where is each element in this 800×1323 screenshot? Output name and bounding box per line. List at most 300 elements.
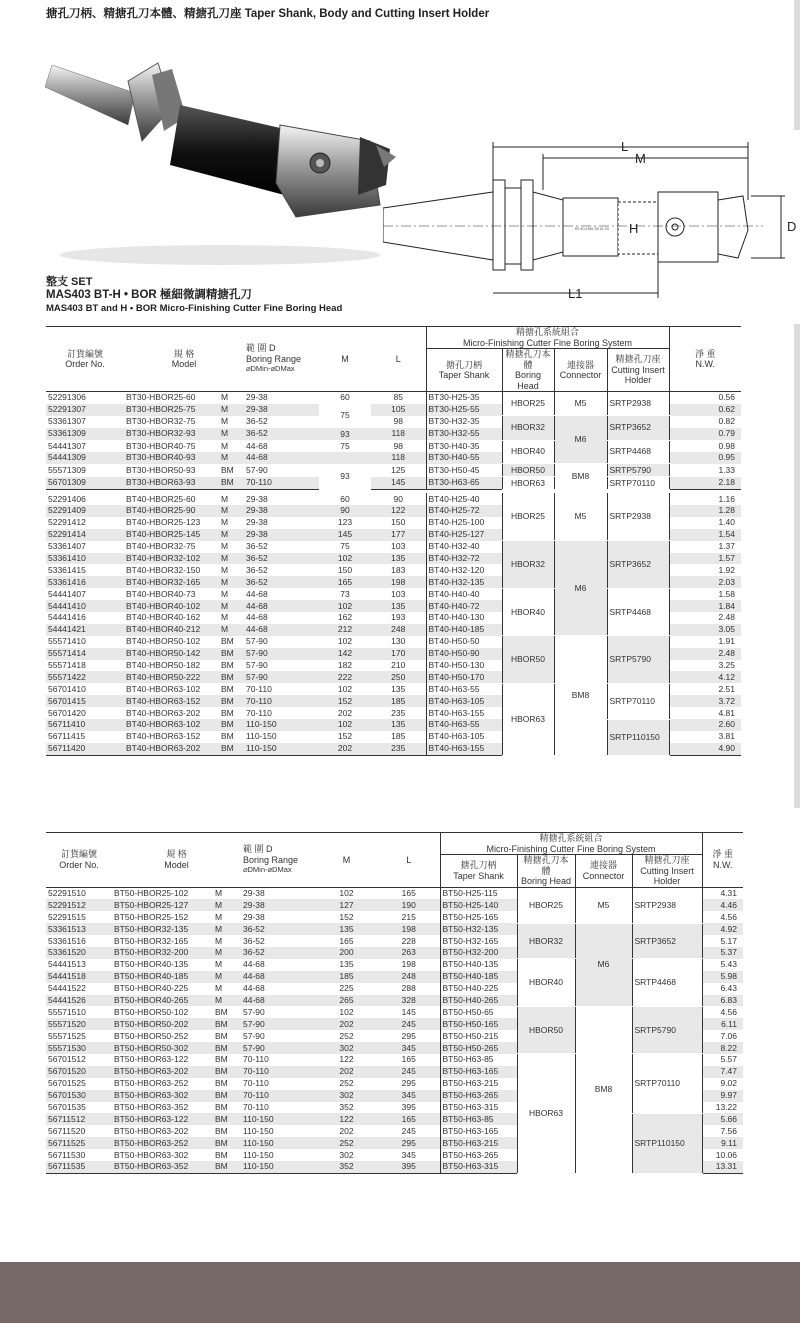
order-no: 53361416: [46, 576, 124, 588]
boring-range: 44-68: [246, 612, 268, 623]
taper-shank: BT50-H32-165: [440, 935, 517, 947]
taper-shank: BT50-H32-135: [440, 923, 517, 935]
m-value: 135: [315, 923, 378, 935]
boring-range: 57-90: [243, 1030, 265, 1041]
model-type: M: [213, 947, 241, 959]
insert-holder: SRTP4468: [632, 959, 702, 1007]
net-weight: 2.03: [669, 576, 741, 588]
order-no: 53361415: [48, 564, 86, 575]
order-no: 54441410: [46, 600, 124, 612]
boring-head: HBOR50: [502, 636, 554, 684]
model: BT40-HBOR32-150: [126, 564, 201, 575]
taper-shank: BT40-H40-72: [426, 600, 502, 612]
col-model: 規 格 Model: [164, 849, 189, 870]
l-value: 170: [371, 648, 426, 660]
col-boring-range: 範 圍 D Boring Range ⌀DMin-⌀DMax: [246, 343, 302, 374]
insert-holder: SRTP3652: [632, 923, 702, 959]
model: BT40-HBOR63-102: [126, 683, 201, 694]
model-type: M: [213, 995, 241, 1007]
insert-holder: SRTP4468: [607, 588, 669, 636]
model-type: M: [219, 600, 244, 612]
order-no: 56701415: [46, 695, 124, 707]
l-value: 122: [371, 505, 426, 517]
order-no: 52291306: [48, 392, 86, 403]
insert-holder: SRTP5790: [607, 464, 669, 477]
boring-range: 44-68: [241, 971, 315, 983]
taper-shank: BT30-H50-45: [426, 464, 502, 477]
model-type: M: [215, 983, 223, 994]
net-weight: 4.12: [669, 671, 741, 683]
model: BT50-HBOR40-135: [114, 959, 189, 970]
order-no: 52291515: [48, 911, 86, 922]
net-weight: 0.62: [669, 404, 741, 416]
taper-shank: BT50-H63-215: [440, 1078, 517, 1090]
order-no: 54441526: [46, 995, 112, 1007]
model: BT40-HBOR50-222: [124, 671, 219, 683]
taper-shank: BT50-H50-165: [440, 1018, 517, 1030]
boring-range: 29-38: [244, 505, 319, 517]
model-type: M: [221, 588, 229, 599]
net-weight: 4.31: [702, 887, 743, 899]
m-value: 93: [319, 464, 371, 490]
model: BT40-HBOR25-145: [124, 529, 219, 541]
insert-holder: SRTP5790: [632, 1006, 702, 1054]
col-m: M: [341, 353, 349, 364]
taper-shank: BT50-H63-265: [440, 1149, 517, 1161]
l-value: 235: [391, 707, 406, 718]
l-value: 198: [371, 576, 426, 588]
order-no: 56701309: [46, 477, 124, 490]
boring-head: HBOR25: [517, 887, 575, 923]
order-no: 55571520: [46, 1018, 112, 1030]
l-value: 118: [371, 452, 426, 464]
boring-head: HBOR50: [502, 464, 554, 477]
model-type: BM: [219, 743, 244, 755]
model: BT50-HBOR63-202: [114, 1125, 189, 1136]
boring-range: 57-90: [243, 1006, 265, 1017]
table-row: [46, 636, 741, 648]
scroll-track-upper: [794, 0, 800, 130]
set-line3: MAS403 BT and H • BOR Micro-Finishing Cutter Fine Boring Head: [46, 303, 343, 314]
net-weight: 4.81: [669, 707, 741, 719]
m-value: 185: [315, 971, 378, 983]
order-no: 55571530: [46, 1042, 112, 1054]
order-no: 52291510: [48, 887, 86, 898]
boring-range: 57-90: [246, 636, 268, 647]
taper-shank: BT40-H63-105: [426, 695, 502, 707]
m-value: 222: [319, 671, 371, 683]
m-value: 202: [337, 707, 353, 718]
col-connector: 連接器 Connector: [575, 855, 632, 888]
taper-shank: BT40-H63-155: [426, 707, 502, 719]
net-weight: 1.40: [669, 517, 741, 529]
table-row: [46, 464, 741, 477]
l-value: 198: [401, 959, 416, 970]
model: BT40-HBOR63-202: [126, 707, 201, 718]
m-value: 202: [339, 1125, 354, 1136]
insert-holder: SRTP3652: [607, 416, 669, 440]
order-no: 54441522: [48, 983, 86, 994]
m-value: 265: [315, 995, 378, 1007]
taper-shank: BT30-H32-35: [426, 416, 502, 428]
taper-shank: BT40-H32-135: [426, 576, 502, 588]
model: BT50-HBOR50-102: [114, 1006, 189, 1017]
net-weight: 1.28: [669, 505, 741, 517]
taper-shank: BT50-H40-185: [440, 971, 517, 983]
l-value: 105: [371, 404, 426, 416]
order-no: 56701535: [48, 1101, 86, 1112]
order-no: 56701410: [48, 683, 86, 694]
m-value: 225: [339, 983, 354, 994]
connector: M5: [554, 493, 607, 541]
col-model: 規 格 Model: [171, 348, 197, 369]
col-system: 精搪孔系統組合 Micro-Finishing Cutter Fine Boring System: [426, 327, 669, 349]
model: BT30-HBOR40-93: [124, 452, 219, 464]
boring-range: 44-68: [243, 959, 265, 970]
taper-shank: BT50-H63-165: [440, 1066, 517, 1078]
l-value: 135: [371, 553, 426, 565]
m-value: 102: [319, 600, 371, 612]
taper-shank: BT50-H50-65: [440, 1006, 517, 1018]
taper-shank: BT50-H63-315: [440, 1161, 517, 1173]
net-weight: 6.43: [702, 983, 743, 995]
m-value: 102: [339, 887, 354, 898]
col-l: L: [406, 854, 412, 865]
taper-shank: BT40-H63-55: [426, 719, 502, 731]
boring-range: 110-150: [241, 1113, 315, 1125]
model-type: M: [219, 452, 244, 464]
model: BT50-HBOR63-202: [112, 1066, 213, 1078]
order-no: 56711415: [48, 731, 86, 742]
m-value: 142: [319, 648, 371, 660]
insert-holder: SRTP2938: [607, 493, 669, 541]
col-insert-holder: 精搪孔刀座 Cutting Insert Holder: [632, 855, 702, 888]
m-value: 152: [319, 695, 371, 707]
l-value: 98: [393, 416, 403, 427]
l-value: 288: [401, 983, 416, 994]
col-taper-shank: 搪孔刀柄 Taper Shank: [440, 855, 517, 888]
order-no: 52291414: [46, 529, 124, 541]
boring-head: HBOR32: [517, 923, 575, 959]
page-header: 搪孔刀柄、精搪孔刀本體、精搪孔刀座 Taper Shank, Body and Cutting Insert Holder: [46, 8, 490, 20]
m-value: 252: [339, 1078, 354, 1089]
net-weight: 2.48: [669, 612, 741, 624]
order-no: 55571422: [46, 671, 124, 683]
model-type: BM: [219, 695, 244, 707]
product-photo: [40, 45, 400, 270]
taper-shank: BT50-H50-215: [440, 1030, 517, 1042]
table-row: [46, 440, 741, 452]
net-weight: 3.05: [669, 624, 741, 636]
boring-range: 70-110: [246, 683, 272, 694]
net-weight: 8.22: [702, 1042, 743, 1054]
order-no: 53361309: [46, 428, 124, 440]
taper-shank: BT40-H63-55: [426, 683, 502, 695]
boring-range: 110-150: [244, 719, 319, 731]
taper-shank: BT40-H32-120: [426, 564, 502, 576]
model: BT40-HBOR63-152: [126, 731, 201, 742]
order-no: 52291409: [46, 505, 124, 517]
model-type: BM: [213, 1090, 241, 1102]
boring-range: 36-52: [246, 416, 268, 427]
spec-table-bt30-bt40: [46, 326, 741, 756]
boring-range: 70-110: [244, 695, 319, 707]
net-weight: 3.72: [669, 695, 741, 707]
col-boring-range: 範 圍 D Boring Range ⌀DMin-⌀DMax: [243, 844, 299, 874]
model-type: M: [213, 899, 241, 911]
boring-range: 44-68: [241, 995, 315, 1007]
boring-range: 29-38: [241, 899, 315, 911]
boring-range: 36-52: [244, 428, 319, 440]
net-weight: 2.18: [669, 477, 741, 490]
set-line2: MAS403 BT-H • BOR 極細微調精搪孔刀: [46, 289, 252, 301]
model-type: M: [221, 541, 229, 552]
table-row: [46, 1054, 743, 1066]
taper-shank: BT50-H25-165: [440, 911, 517, 923]
order-no: 56711530: [48, 1149, 86, 1160]
table-row: [46, 392, 741, 404]
boring-range: 36-52: [246, 564, 268, 575]
net-weight: 2.60: [669, 719, 741, 731]
l-value: 135: [371, 719, 426, 731]
l-value: 395: [378, 1161, 440, 1173]
model: BT50-HBOR32-165: [114, 935, 189, 946]
order-no: 52291412: [48, 517, 86, 528]
order-no: 55571410: [48, 636, 86, 647]
model-type: M: [221, 517, 229, 528]
model-type: BM: [213, 1018, 241, 1030]
taper-shank: BT30-H32-55: [426, 428, 502, 440]
table-row: [46, 887, 743, 899]
l-value: 135: [371, 600, 426, 612]
model-type: M: [221, 440, 229, 451]
table-row: [46, 493, 741, 505]
l-value: 198: [378, 923, 440, 935]
taper-shank: BT40-H40-185: [426, 624, 502, 636]
model: BT50-HBOR63-352: [112, 1161, 213, 1173]
model-type: BM: [219, 648, 244, 660]
model-type: BM: [213, 1137, 241, 1149]
l-value: 145: [371, 477, 426, 490]
insert-holder: SRTP2938: [632, 887, 702, 923]
net-weight: 2.51: [669, 683, 741, 695]
model: BT40-HBOR63-152: [124, 695, 219, 707]
set-line1: 整支 SET: [46, 276, 93, 288]
insert-holder: SRTP3652: [607, 541, 669, 589]
net-weight: 5.43: [702, 959, 743, 971]
boring-range: 110-150: [243, 1149, 274, 1160]
order-no: 53361307: [48, 416, 86, 427]
order-no: 56701525: [48, 1078, 86, 1089]
m-value: 60: [340, 493, 350, 504]
boring-range: 70-110: [243, 1078, 269, 1089]
model: BT50-HBOR63-252: [114, 1078, 189, 1089]
model: BT40-HBOR40-162: [126, 612, 201, 623]
boring-range: 57-90: [241, 1018, 315, 1030]
model-type: BM: [221, 707, 234, 718]
model: BT40-HBOR40-73: [126, 588, 196, 599]
spec-table-bt50: [46, 832, 743, 1174]
taper-shank: BT30-H40-35: [426, 440, 502, 452]
boring-head: HBOR32: [502, 416, 554, 440]
l-value: 395: [401, 1101, 416, 1112]
model-type: M: [215, 911, 223, 922]
table-row: [46, 1113, 743, 1125]
net-weight: 1.57: [669, 553, 741, 565]
net-weight: 0.79: [669, 428, 741, 440]
boring-head: HBOR25: [502, 392, 554, 416]
order-no: 56701420: [48, 707, 86, 718]
taper-shank: BT50-H63-85: [440, 1054, 517, 1066]
model: BT50-HBOR50-302: [112, 1042, 213, 1054]
order-no: 55571418: [48, 660, 86, 671]
boring-range: 44-68: [244, 452, 319, 464]
taper-shank: BT40-H63-105: [426, 731, 502, 743]
connector: M6: [575, 923, 632, 1006]
net-weight: 1.16: [669, 493, 741, 505]
m-value: 73: [340, 588, 350, 599]
boring-head: HBOR63: [517, 1054, 575, 1173]
model: BT40-HBOR25-60: [126, 493, 196, 504]
order-no: 54441309: [46, 452, 124, 464]
model-type: BM: [221, 660, 234, 671]
net-weight: 0.98: [669, 440, 741, 452]
boring-range: 44-68: [244, 624, 319, 636]
l-value: 185: [391, 731, 406, 742]
l-value: 85: [393, 392, 403, 403]
model: BT40-HBOR32-75: [126, 541, 196, 552]
model-type: M: [213, 971, 241, 983]
l-value: 190: [378, 899, 440, 911]
net-weight: 0.95: [669, 452, 741, 464]
m-value: 200: [315, 947, 378, 959]
boring-range: 29-38: [243, 887, 265, 898]
table-row: [46, 923, 743, 935]
net-weight: 1.54: [669, 529, 741, 541]
l-value: 248: [371, 624, 426, 636]
l-value: 295: [378, 1137, 440, 1149]
model-type: M: [215, 935, 223, 946]
connector: BM8: [554, 636, 607, 755]
boring-range: 57-90: [244, 671, 319, 683]
order-no: 52291406: [48, 493, 86, 504]
boring-range: 110-150: [241, 1137, 315, 1149]
order-no: 56711410: [46, 719, 124, 731]
m-value: 162: [337, 612, 353, 623]
order-no: 54441407: [48, 588, 86, 599]
dim-L: L: [621, 139, 629, 154]
set-title: [46, 276, 342, 315]
l-value: 130: [391, 636, 406, 647]
model: BT40-HBOR50-182: [126, 660, 201, 671]
boring-head: HBOR32: [502, 541, 554, 589]
model: BT50-HBOR25-127: [112, 899, 213, 911]
net-weight: 5.17: [702, 935, 743, 947]
net-weight: 7.47: [702, 1066, 743, 1078]
taper-shank: BT50-H25-140: [440, 899, 517, 911]
m-value: 145: [319, 529, 371, 541]
taper-shank: BT30-H25-55: [426, 404, 502, 416]
m-value: 352: [339, 1101, 354, 1112]
model-type: M: [219, 505, 244, 517]
boring-head: HBOR63: [502, 683, 554, 755]
boring-range: 57-90: [246, 464, 268, 475]
boring-range: 70-110: [244, 477, 319, 490]
boring-range: 29-38: [246, 493, 268, 504]
model-type: M: [219, 576, 244, 588]
connector: M6: [554, 541, 607, 636]
net-weight: 2.48: [669, 648, 741, 660]
model: BT30-HBOR25-75: [124, 404, 219, 416]
model: BT50-HBOR32-135: [112, 923, 213, 935]
m-value: 122: [339, 1054, 354, 1065]
order-no: 55571414: [46, 648, 124, 660]
scroll-track-middle: [794, 324, 800, 808]
order-no: 53361410: [46, 553, 124, 565]
m-value: 152: [339, 911, 354, 922]
table-row: [46, 683, 741, 695]
taper-shank: BT50-H63-265: [440, 1090, 517, 1102]
net-weight: 13.31: [702, 1161, 743, 1173]
order-no: 54441518: [46, 971, 112, 983]
taper-shank: BT40-H63-155: [426, 743, 502, 755]
m-value: 93: [319, 428, 371, 440]
l-value: 295: [401, 1030, 416, 1041]
shank-marking: BT40-H50-90 M 20: [575, 226, 610, 231]
net-weight: 5.57: [702, 1054, 743, 1066]
model-type: M: [219, 624, 244, 636]
boring-range: 44-68: [243, 983, 265, 994]
boring-range: 57-90: [244, 648, 319, 660]
insert-holder: SRTP70110: [607, 683, 669, 719]
m-value: 165: [319, 576, 371, 588]
m-value: 75: [340, 541, 350, 552]
table-row: [46, 477, 741, 490]
boring-range: 36-52: [244, 553, 319, 565]
model-type: M: [219, 529, 244, 541]
boring-range: 44-68: [246, 588, 268, 599]
taper-shank: BT30-H40-55: [426, 452, 502, 464]
m-value: 202: [319, 743, 371, 755]
model-type: BM: [215, 1054, 228, 1065]
net-weight: 6.83: [702, 995, 743, 1007]
model: BT50-HBOR63-252: [112, 1137, 213, 1149]
boring-range: 29-38: [246, 517, 268, 528]
order-no: 54441513: [48, 959, 86, 970]
m-value: 102: [319, 719, 371, 731]
connector: M5: [575, 887, 632, 923]
l-value: 263: [378, 947, 440, 959]
connector: BM8: [554, 464, 607, 490]
net-weight: 5.66: [702, 1113, 743, 1125]
boring-range: 29-38: [243, 911, 265, 922]
col-boring-head: 精搪孔刀本體 Boring Head: [502, 349, 554, 392]
l-value: 177: [371, 529, 426, 541]
boring-range: 44-68: [246, 440, 268, 451]
table-row: [46, 416, 741, 428]
m-value: 202: [315, 1018, 378, 1030]
table-row: [46, 541, 741, 553]
model: BT30-HBOR32-75: [126, 416, 196, 427]
m-value: 122: [315, 1113, 378, 1125]
model-type: BM: [213, 1066, 241, 1078]
m-value: 165: [339, 935, 354, 946]
col-m: M: [342, 854, 351, 865]
taper-shank: BT40-H50-50: [426, 636, 502, 648]
boring-range: 44-68: [244, 600, 319, 612]
net-weight: 0.56: [669, 392, 741, 404]
l-value: 345: [401, 1149, 416, 1160]
